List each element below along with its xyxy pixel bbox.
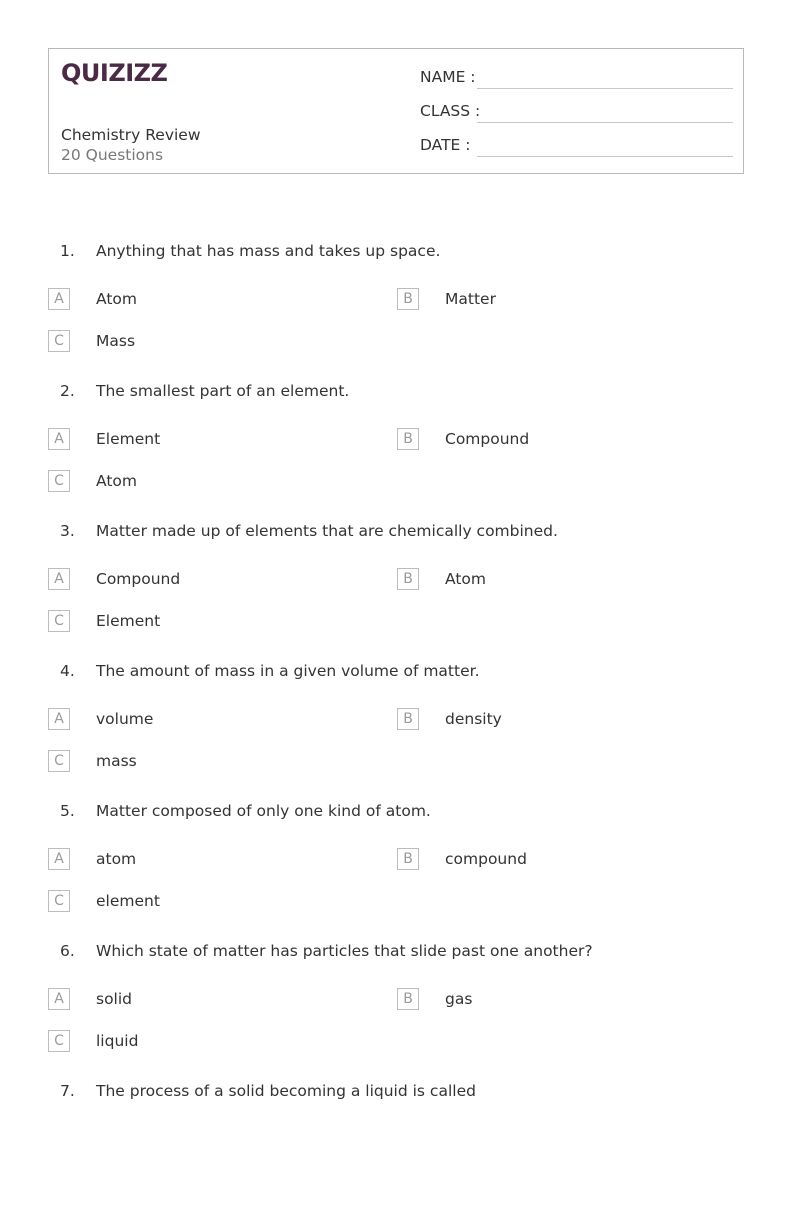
option-b-checkbox[interactable]: B [397, 568, 419, 590]
option-b-checkbox[interactable]: B [397, 428, 419, 450]
question-text: Anything that has mass and takes up space. [96, 242, 441, 260]
option-c-checkbox[interactable]: C [48, 1030, 70, 1052]
question-number: 6. [60, 942, 75, 960]
option-c-checkbox[interactable]: C [48, 610, 70, 632]
question-number: 1. [60, 242, 75, 260]
worksheet-header [48, 48, 744, 174]
question-text: The process of a solid becoming a liquid is called [96, 1082, 476, 1100]
option-b-checkbox[interactable]: B [397, 988, 419, 1010]
option-b-checkbox[interactable]: B [397, 708, 419, 730]
option-b-checkbox[interactable]: B [397, 288, 419, 310]
class-line[interactable] [477, 122, 733, 123]
name-line[interactable] [477, 88, 733, 89]
question-text: The amount of mass in a given volume of matter. [96, 662, 480, 680]
question-number: 7. [60, 1082, 75, 1100]
option-c-text: liquid [96, 1032, 139, 1050]
name-field[interactable] [420, 68, 733, 92]
date-line[interactable] [477, 156, 733, 157]
question-item [0, 382, 794, 532]
option-b-text: compound [445, 850, 527, 868]
question-item [0, 522, 794, 672]
option-b-checkbox[interactable]: B [397, 848, 419, 870]
quizizz-logo: QUIZIZZ [61, 59, 168, 87]
name-label: NAME : [420, 68, 476, 86]
option-b-text: gas [445, 990, 473, 1008]
question-number: 3. [60, 522, 75, 540]
option-b-text: Matter [445, 290, 496, 308]
option-a-text: Element [96, 430, 161, 448]
class-field[interactable] [420, 102, 733, 126]
option-c-checkbox[interactable]: C [48, 750, 70, 772]
question-item [0, 662, 794, 812]
question-item [0, 802, 794, 952]
option-c-checkbox[interactable]: C [48, 890, 70, 912]
question-text: Which state of matter has particles that slide past one another? [96, 942, 593, 960]
option-a-checkbox[interactable]: A [48, 428, 70, 450]
option-a-text: atom [96, 850, 137, 868]
option-a-checkbox[interactable]: A [48, 708, 70, 730]
option-c-checkbox[interactable]: C [48, 330, 70, 352]
option-b-text: Compound [445, 430, 530, 448]
option-a-text: solid [96, 990, 133, 1008]
question-number: 5. [60, 802, 75, 820]
option-c-checkbox[interactable]: C [48, 470, 70, 492]
option-a-checkbox[interactable]: A [48, 288, 70, 310]
question-text: The smallest part of an element. [96, 382, 350, 400]
question-text: Matter made up of elements that are chemically combined. [96, 522, 558, 540]
option-a-text: Compound [96, 570, 181, 588]
option-a-checkbox[interactable]: A [48, 568, 70, 590]
question-number: 4. [60, 662, 75, 680]
question-text: Matter composed of only one kind of atom. [96, 802, 431, 820]
option-c-text: Atom [96, 472, 137, 490]
option-a-checkbox[interactable]: A [48, 848, 70, 870]
date-label: DATE : [420, 136, 471, 154]
option-c-text: Mass [96, 332, 136, 350]
date-field[interactable] [420, 136, 733, 160]
worksheet-title: Chemistry Review [61, 126, 201, 144]
option-a-text: Atom [96, 290, 137, 308]
class-label: CLASS : [420, 102, 481, 120]
option-c-text: element [96, 892, 160, 910]
option-c-text: Element [96, 612, 161, 630]
option-c-text: mass [96, 752, 137, 770]
question-number: 2. [60, 382, 75, 400]
option-a-text: volume [96, 710, 154, 728]
question-count: 20 Questions [61, 146, 164, 164]
option-b-text: Atom [445, 570, 486, 588]
option-b-text: density [445, 710, 502, 728]
question-item [0, 242, 794, 392]
option-a-checkbox[interactable]: A [48, 988, 70, 1010]
question-item [0, 942, 794, 1092]
question-item [0, 1082, 794, 1232]
